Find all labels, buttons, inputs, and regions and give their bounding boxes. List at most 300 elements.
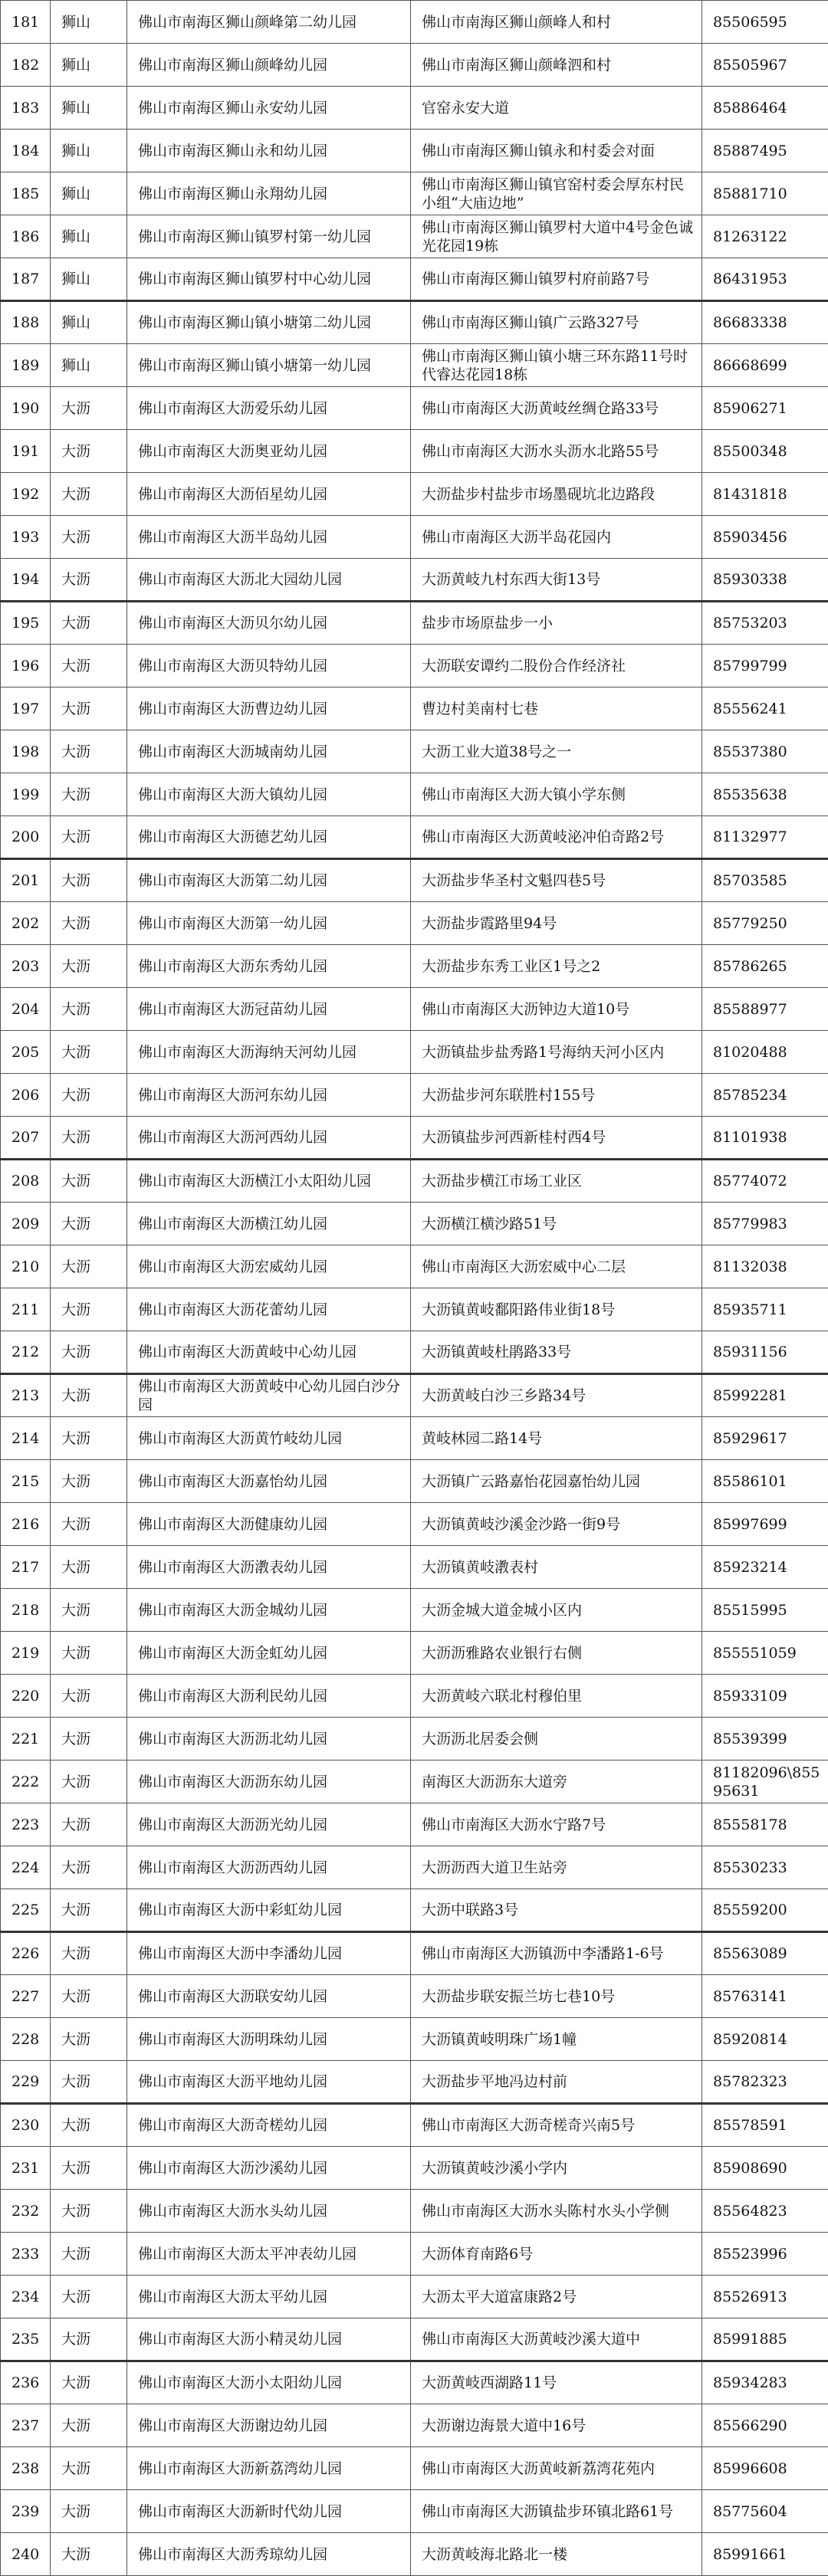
town-cell: 狮山 bbox=[51, 44, 127, 87]
kindergarten-name: 佛山市南海区大沥黄竹岐幼儿园 bbox=[127, 1417, 411, 1460]
address-cell: 官窑永安大道 bbox=[411, 87, 702, 130]
address-cell: 佛山市南海区大沥钟边大道10号 bbox=[411, 988, 702, 1031]
row-number: 184 bbox=[1, 130, 51, 172]
town-cell: 狮山 bbox=[51, 344, 127, 387]
address-cell: 曹边村美南村七巷 bbox=[411, 687, 702, 730]
town-cell: 大沥 bbox=[51, 602, 127, 645]
address-cell: 佛山市南海区狮山镇罗村府前路7号 bbox=[411, 258, 702, 301]
table-row bbox=[1, 602, 828, 645]
phone-cell: 85779983 bbox=[702, 1203, 828, 1245]
row-number: 190 bbox=[1, 387, 51, 430]
phone-cell: 85931156 bbox=[702, 1331, 828, 1374]
table-row bbox=[1, 2361, 828, 2404]
kindergarten-name: 佛山市南海区大沥北大园幼儿园 bbox=[127, 559, 411, 602]
row-number: 240 bbox=[1, 2533, 51, 2576]
kindergarten-name: 佛山市南海区大沥新时代幼儿园 bbox=[127, 2490, 411, 2533]
kindergarten-name: 佛山市南海区大沥金城幼儿园 bbox=[127, 1589, 411, 1632]
kindergarten-name: 佛山市南海区大沥宏威幼儿园 bbox=[127, 1245, 411, 1288]
table-row bbox=[1, 730, 828, 773]
town-cell: 大沥 bbox=[51, 1288, 127, 1331]
row-number: 205 bbox=[1, 1031, 51, 1074]
table-row bbox=[1, 258, 828, 301]
town-cell: 大沥 bbox=[51, 2190, 127, 2233]
phone-cell: 85566290 bbox=[702, 2404, 828, 2447]
address-cell: 大沥沥雅路农业银行右侧 bbox=[411, 1632, 702, 1675]
row-number: 225 bbox=[1, 1889, 51, 1932]
kindergarten-name: 佛山市南海区大沥贝尔幼儿园 bbox=[127, 602, 411, 645]
table-row bbox=[1, 1288, 828, 1331]
row-number: 202 bbox=[1, 902, 51, 945]
kindergarten-name: 佛山市南海区大沥太平冲表幼儿园 bbox=[127, 2233, 411, 2276]
address-cell: 黄岐林园二路14号 bbox=[411, 1417, 702, 1460]
address-cell: 大沥镇黄岐沙溪小学内 bbox=[411, 2147, 702, 2190]
kindergarten-name: 佛山市南海区狮山镇小塘第二幼儿园 bbox=[127, 301, 411, 344]
row-number: 239 bbox=[1, 2490, 51, 2533]
table-row bbox=[1, 1889, 828, 1932]
table-row bbox=[1, 1932, 828, 1975]
kindergarten-name: 佛山市南海区大沥中李潘幼儿园 bbox=[127, 1932, 411, 1975]
phone-cell: 85923214 bbox=[702, 1546, 828, 1589]
table-row bbox=[1, 44, 828, 87]
town-cell: 大沥 bbox=[51, 1761, 127, 1803]
table-row bbox=[1, 1718, 828, 1761]
phone-cell: 85500348 bbox=[702, 430, 828, 473]
row-number: 220 bbox=[1, 1675, 51, 1718]
table-body bbox=[1, 1, 828, 2576]
kindergarten-name: 佛山市南海区大沥大镇幼儿园 bbox=[127, 773, 411, 816]
kindergarten-name: 佛山市南海区大沥奥亚幼儿园 bbox=[127, 430, 411, 473]
address-cell: 大沥镇盐步盐秀路1号海纳天河小区内 bbox=[411, 1031, 702, 1074]
table-row bbox=[1, 1846, 828, 1889]
table-row bbox=[1, 1160, 828, 1203]
kindergarten-name: 佛山市南海区大沥横江小太阳幼儿园 bbox=[127, 1160, 411, 1203]
town-cell: 大沥 bbox=[51, 1718, 127, 1761]
town-cell: 狮山 bbox=[51, 1, 127, 44]
table-row bbox=[1, 1460, 828, 1503]
row-number: 238 bbox=[1, 2447, 51, 2490]
kindergarten-name: 佛山市南海区狮山颜峰幼儿园 bbox=[127, 44, 411, 87]
kindergarten-name: 佛山市南海区大沥谢边幼儿园 bbox=[127, 2404, 411, 2447]
address-cell: 大沥盐步村盐步市场墨砚坑北边路段 bbox=[411, 473, 702, 516]
kindergarten-name: 佛山市南海区大沥花蕾幼儿园 bbox=[127, 1288, 411, 1331]
phone-cell: 855551059 bbox=[702, 1632, 828, 1675]
row-number: 193 bbox=[1, 516, 51, 559]
row-number: 224 bbox=[1, 1846, 51, 1889]
kindergarten-name: 佛山市南海区狮山镇小塘第一幼儿园 bbox=[127, 344, 411, 387]
row-number: 189 bbox=[1, 344, 51, 387]
row-number: 181 bbox=[1, 1, 51, 44]
phone-cell: 85523996 bbox=[702, 2233, 828, 2276]
kindergarten-name: 佛山市南海区大沥河东幼儿园 bbox=[127, 1074, 411, 1117]
town-cell: 大沥 bbox=[51, 730, 127, 773]
address-cell: 大沥工业大道38号之一 bbox=[411, 730, 702, 773]
kindergarten-name: 佛山市南海区大沥小精灵幼儿园 bbox=[127, 2318, 411, 2361]
table-row bbox=[1, 2190, 828, 2233]
table-row bbox=[1, 559, 828, 602]
phone-cell: 85506595 bbox=[702, 1, 828, 44]
table-row bbox=[1, 687, 828, 730]
kindergarten-name: 佛山市南海区大沥第一幼儿园 bbox=[127, 902, 411, 945]
town-cell: 大沥 bbox=[51, 1331, 127, 1374]
address-cell: 大沥联安谭约二股份合作经济社 bbox=[411, 645, 702, 687]
town-cell: 狮山 bbox=[51, 215, 127, 258]
phone-cell: 85588977 bbox=[702, 988, 828, 1031]
row-number: 201 bbox=[1, 859, 51, 902]
address-cell: 大沥镇黄岐沙溪金沙路一街9号 bbox=[411, 1503, 702, 1546]
row-number: 226 bbox=[1, 1932, 51, 1975]
kindergarten-name: 佛山市南海区大沥爱乐幼儿园 bbox=[127, 387, 411, 430]
row-number: 229 bbox=[1, 2061, 51, 2104]
row-number: 204 bbox=[1, 988, 51, 1031]
phone-cell: 85537380 bbox=[702, 730, 828, 773]
phone-cell: 85564823 bbox=[702, 2190, 828, 2233]
kindergarten-name: 佛山市南海区大沥利民幼儿园 bbox=[127, 1675, 411, 1718]
town-cell: 大沥 bbox=[51, 2147, 127, 2190]
row-number: 228 bbox=[1, 2018, 51, 2061]
phone-cell: 85515995 bbox=[702, 1589, 828, 1632]
address-cell: 佛山市南海区大沥镇盐步环镇北路61号 bbox=[411, 2490, 702, 2533]
town-cell: 大沥 bbox=[51, 1846, 127, 1889]
phone-cell: 81182096\85595631 bbox=[702, 1761, 828, 1803]
kindergarten-name: 佛山市南海区大沥中彩虹幼儿园 bbox=[127, 1889, 411, 1932]
table-row bbox=[1, 859, 828, 902]
address-cell: 盐步市场原盐步一小 bbox=[411, 602, 702, 645]
phone-cell: 85933109 bbox=[702, 1675, 828, 1718]
row-number: 221 bbox=[1, 1718, 51, 1761]
table-row bbox=[1, 1374, 828, 1417]
kindergarten-name: 佛山市南海区大沥联安幼儿园 bbox=[127, 1975, 411, 2018]
address-cell: 大沥体育南路6号 bbox=[411, 2233, 702, 2276]
kindergarten-name: 佛山市南海区大沥黄岐中心幼儿园白沙分园 bbox=[127, 1374, 411, 1417]
table-row bbox=[1, 473, 828, 516]
phone-cell: 85920814 bbox=[702, 2018, 828, 2061]
phone-cell: 85526913 bbox=[702, 2276, 828, 2318]
table-row bbox=[1, 902, 828, 945]
kindergarten-name: 佛山市南海区大沥德艺幼儿园 bbox=[127, 816, 411, 859]
address-cell: 佛山市南海区大沥黄岐泌冲伯奇路2号 bbox=[411, 816, 702, 859]
phone-cell: 85775604 bbox=[702, 2490, 828, 2533]
phone-cell: 85992281 bbox=[702, 1374, 828, 1417]
town-cell: 大沥 bbox=[51, 2276, 127, 2318]
kindergarten-name: 佛山市南海区大沥冠苗幼儿园 bbox=[127, 988, 411, 1031]
row-number: 182 bbox=[1, 44, 51, 87]
phone-cell: 85763141 bbox=[702, 1975, 828, 2018]
table-row bbox=[1, 516, 828, 559]
table-row bbox=[1, 1632, 828, 1675]
phone-cell: 85887495 bbox=[702, 130, 828, 172]
table-row bbox=[1, 988, 828, 1031]
address-cell: 佛山市南海区大沥水头沥水北路55号 bbox=[411, 430, 702, 473]
table-row bbox=[1, 1245, 828, 1288]
row-number: 236 bbox=[1, 2361, 51, 2404]
phone-cell: 81132977 bbox=[702, 816, 828, 859]
table-row bbox=[1, 1074, 828, 1117]
address-cell: 佛山市南海区大沥黄岐丝绸仓路33号 bbox=[411, 387, 702, 430]
phone-cell: 85785234 bbox=[702, 1074, 828, 1117]
table-row bbox=[1, 2490, 828, 2533]
table-row bbox=[1, 430, 828, 473]
table-row bbox=[1, 1031, 828, 1074]
kindergarten-name: 佛山市南海区狮山永和幼儿园 bbox=[127, 130, 411, 172]
phone-cell: 85703585 bbox=[702, 859, 828, 902]
kindergarten-name: 佛山市南海区狮山镇罗村中心幼儿园 bbox=[127, 258, 411, 301]
address-cell: 佛山市南海区大沥水头陈村水头小学侧 bbox=[411, 2190, 702, 2233]
town-cell: 大沥 bbox=[51, 1417, 127, 1460]
row-number: 234 bbox=[1, 2276, 51, 2318]
town-cell: 大沥 bbox=[51, 1245, 127, 1288]
table-row bbox=[1, 773, 828, 816]
phone-cell: 85558178 bbox=[702, 1803, 828, 1846]
address-cell: 佛山市南海区大沥奇槎奇兴南5号 bbox=[411, 2104, 702, 2147]
table-row bbox=[1, 2276, 828, 2318]
kindergarten-name: 佛山市南海区大沥沥东幼儿园 bbox=[127, 1761, 411, 1803]
address-cell: 大沥黄岐白沙三乡路34号 bbox=[411, 1374, 702, 1417]
address-cell: 佛山市南海区狮山镇小塘三环东路11号时代睿达花园18栋 bbox=[411, 344, 702, 387]
table-row bbox=[1, 2533, 828, 2576]
address-cell: 大沥黄岐西湖路11号 bbox=[411, 2361, 702, 2404]
town-cell: 大沥 bbox=[51, 1074, 127, 1117]
kindergarten-name: 佛山市南海区大沥水头幼儿园 bbox=[127, 2190, 411, 2233]
town-cell: 大沥 bbox=[51, 1160, 127, 1203]
town-cell: 大沥 bbox=[51, 516, 127, 559]
table-row bbox=[1, 2447, 828, 2490]
row-number: 209 bbox=[1, 1203, 51, 1245]
town-cell: 大沥 bbox=[51, 1117, 127, 1160]
row-number: 187 bbox=[1, 258, 51, 301]
kindergarten-name: 佛山市南海区大沥明珠幼儿园 bbox=[127, 2018, 411, 2061]
address-cell: 大沥沥北居委会侧 bbox=[411, 1718, 702, 1761]
address-cell: 大沥太平大道富康路2号 bbox=[411, 2276, 702, 2318]
kindergarten-name: 佛山市南海区大沥东秀幼儿园 bbox=[127, 945, 411, 988]
town-cell: 狮山 bbox=[51, 130, 127, 172]
row-number: 235 bbox=[1, 2318, 51, 2361]
row-number: 230 bbox=[1, 2104, 51, 2147]
phone-cell: 81132038 bbox=[702, 1245, 828, 1288]
kindergarten-name: 佛山市南海区大沥佰星幼儿园 bbox=[127, 473, 411, 516]
phone-cell: 86683338 bbox=[702, 301, 828, 344]
phone-cell: 85779250 bbox=[702, 902, 828, 945]
kindergarten-name: 佛山市南海区大沥沥西幼儿园 bbox=[127, 1846, 411, 1889]
table-row bbox=[1, 1589, 828, 1632]
row-number: 194 bbox=[1, 559, 51, 602]
phone-cell: 85903456 bbox=[702, 516, 828, 559]
row-number: 213 bbox=[1, 1374, 51, 1417]
address-cell: 佛山市南海区大沥宏威中心二层 bbox=[411, 1245, 702, 1288]
town-cell: 狮山 bbox=[51, 172, 127, 215]
phone-cell: 85997699 bbox=[702, 1503, 828, 1546]
table-row bbox=[1, 1, 828, 44]
row-number: 215 bbox=[1, 1460, 51, 1503]
phone-cell: 85539399 bbox=[702, 1718, 828, 1761]
town-cell: 大沥 bbox=[51, 1546, 127, 1589]
row-number: 214 bbox=[1, 1417, 51, 1460]
address-cell: 南海区大沥沥东大道旁 bbox=[411, 1761, 702, 1803]
town-cell: 大沥 bbox=[51, 2490, 127, 2533]
kindergarten-name: 佛山市南海区狮山镇罗村第一幼儿园 bbox=[127, 215, 411, 258]
table-row bbox=[1, 387, 828, 430]
town-cell: 大沥 bbox=[51, 2018, 127, 2061]
row-number: 218 bbox=[1, 1589, 51, 1632]
address-cell: 佛山市南海区大沥黄岐新荔湾花苑内 bbox=[411, 2447, 702, 2490]
phone-cell: 85535638 bbox=[702, 773, 828, 816]
row-number: 232 bbox=[1, 2190, 51, 2233]
phone-cell: 85886464 bbox=[702, 87, 828, 130]
kindergarten-name: 佛山市南海区狮山颜峰第二幼儿园 bbox=[127, 1, 411, 44]
town-cell: 大沥 bbox=[51, 859, 127, 902]
phone-cell: 85559200 bbox=[702, 1889, 828, 1932]
town-cell: 大沥 bbox=[51, 1374, 127, 1417]
address-cell: 佛山市南海区狮山镇官窑村委会厚东村民小组“大庙边地” bbox=[411, 172, 702, 215]
kindergarten-name: 佛山市南海区大沥沥光幼儿园 bbox=[127, 1803, 411, 1846]
table-row bbox=[1, 1761, 828, 1803]
phone-cell: 85505967 bbox=[702, 44, 828, 87]
kindergarten-name: 佛山市南海区大沥沙溪幼儿园 bbox=[127, 2147, 411, 2190]
address-cell: 佛山市南海区狮山颜峰人和村 bbox=[411, 1, 702, 44]
phone-cell: 85908690 bbox=[702, 2147, 828, 2190]
table-row bbox=[1, 1117, 828, 1160]
address-cell: 大沥镇黄岐杜鹃路33号 bbox=[411, 1331, 702, 1374]
phone-cell: 85799799 bbox=[702, 645, 828, 687]
town-cell: 大沥 bbox=[51, 2447, 127, 2490]
town-cell: 大沥 bbox=[51, 559, 127, 602]
address-cell: 佛山市南海区狮山镇广云路327号 bbox=[411, 301, 702, 344]
kindergarten-name: 佛山市南海区大沥健康幼儿园 bbox=[127, 1503, 411, 1546]
kindergarten-name: 佛山市南海区大沥平地幼儿园 bbox=[127, 2061, 411, 2104]
town-cell: 大沥 bbox=[51, 902, 127, 945]
table-row bbox=[1, 172, 828, 215]
row-number: 185 bbox=[1, 172, 51, 215]
town-cell: 大沥 bbox=[51, 1503, 127, 1546]
row-number: 208 bbox=[1, 1160, 51, 1203]
phone-cell: 85753203 bbox=[702, 602, 828, 645]
row-number: 237 bbox=[1, 2404, 51, 2447]
row-number: 197 bbox=[1, 687, 51, 730]
address-cell: 佛山市南海区大沥黄岐沙溪大道中 bbox=[411, 2318, 702, 2361]
row-number: 210 bbox=[1, 1245, 51, 1288]
row-number: 196 bbox=[1, 645, 51, 687]
row-number: 216 bbox=[1, 1503, 51, 1546]
row-number: 200 bbox=[1, 816, 51, 859]
row-number: 198 bbox=[1, 730, 51, 773]
town-cell: 大沥 bbox=[51, 1889, 127, 1932]
phone-cell: 85991661 bbox=[702, 2533, 828, 2576]
phone-cell: 81020488 bbox=[702, 1031, 828, 1074]
address-cell: 佛山市南海区大沥半岛花园内 bbox=[411, 516, 702, 559]
town-cell: 狮山 bbox=[51, 87, 127, 130]
phone-cell: 85786265 bbox=[702, 945, 828, 988]
table-row bbox=[1, 1546, 828, 1589]
phone-cell: 85935711 bbox=[702, 1288, 828, 1331]
kindergarten-name: 佛山市南海区大沥曹边幼儿园 bbox=[127, 687, 411, 730]
row-number: 233 bbox=[1, 2233, 51, 2276]
phone-cell: 85930338 bbox=[702, 559, 828, 602]
row-number: 211 bbox=[1, 1288, 51, 1331]
address-cell: 佛山市南海区狮山镇罗村大道中4号金色诚光花园19栋 bbox=[411, 215, 702, 258]
phone-cell: 85578591 bbox=[702, 2104, 828, 2147]
phone-cell: 85929617 bbox=[702, 1417, 828, 1460]
address-cell: 大沥镇黄岐明珠广场1幢 bbox=[411, 2018, 702, 2061]
town-cell: 狮山 bbox=[51, 258, 127, 301]
address-cell: 大沥金城大道金城小区内 bbox=[411, 1589, 702, 1632]
address-cell: 大沥黄岐六联北村穆伯里 bbox=[411, 1675, 702, 1718]
kindergarten-name: 佛山市南海区大沥奇槎幼儿园 bbox=[127, 2104, 411, 2147]
address-cell: 大沥盐步霞路里94号 bbox=[411, 902, 702, 945]
kindergarten-name: 佛山市南海区大沥横江幼儿园 bbox=[127, 1203, 411, 1245]
town-cell: 大沥 bbox=[51, 1675, 127, 1718]
kindergarten-name: 佛山市南海区大沥秀琼幼儿园 bbox=[127, 2533, 411, 2576]
address-cell: 大沥盐步华圣村文魁四巷5号 bbox=[411, 859, 702, 902]
address-cell: 大沥盐步平地冯边村前 bbox=[411, 2061, 702, 2104]
phone-cell: 81101938 bbox=[702, 1117, 828, 1160]
town-cell: 大沥 bbox=[51, 387, 127, 430]
town-cell: 大沥 bbox=[51, 2104, 127, 2147]
phone-cell: 85586101 bbox=[702, 1460, 828, 1503]
table-row bbox=[1, 87, 828, 130]
kindergarten-name: 佛山市南海区大沥漖表幼儿园 bbox=[127, 1546, 411, 1589]
row-number: 223 bbox=[1, 1803, 51, 1846]
kindergarten-name: 佛山市南海区狮山永安幼儿园 bbox=[127, 87, 411, 130]
phone-cell: 85556241 bbox=[702, 687, 828, 730]
phone-cell: 85774072 bbox=[702, 1160, 828, 1203]
address-cell: 大沥镇广云路嘉怡花园嘉怡幼儿园 bbox=[411, 1460, 702, 1503]
table-row bbox=[1, 2318, 828, 2361]
table-row bbox=[1, 1331, 828, 1374]
town-cell: 大沥 bbox=[51, 1975, 127, 2018]
table-row bbox=[1, 2018, 828, 2061]
address-cell: 大沥谢边海景大道中16号 bbox=[411, 2404, 702, 2447]
kindergarten-name: 佛山市南海区狮山永翔幼儿园 bbox=[127, 172, 411, 215]
kindergarten-name: 佛山市南海区大沥新荔湾幼儿园 bbox=[127, 2447, 411, 2490]
address-cell: 佛山市南海区狮山镇永和村委会对面 bbox=[411, 130, 702, 172]
town-cell: 大沥 bbox=[51, 473, 127, 516]
table-row bbox=[1, 130, 828, 172]
table-row bbox=[1, 1203, 828, 1245]
town-cell: 大沥 bbox=[51, 1203, 127, 1245]
kindergarten-name: 佛山市南海区大沥黄岐中心幼儿园 bbox=[127, 1331, 411, 1374]
address-cell: 大沥中联路3号 bbox=[411, 1889, 702, 1932]
table-row bbox=[1, 1417, 828, 1460]
kindergarten-name: 佛山市南海区大沥河西幼儿园 bbox=[127, 1117, 411, 1160]
phone-cell: 85530233 bbox=[702, 1846, 828, 1889]
town-cell: 大沥 bbox=[51, 2533, 127, 2576]
address-cell: 大沥镇黄岐鄱阳路伟业街18号 bbox=[411, 1288, 702, 1331]
town-cell: 狮山 bbox=[51, 301, 127, 344]
phone-cell: 81431818 bbox=[702, 473, 828, 516]
town-cell: 大沥 bbox=[51, 2233, 127, 2276]
row-number: 227 bbox=[1, 1975, 51, 2018]
town-cell: 大沥 bbox=[51, 645, 127, 687]
town-cell: 大沥 bbox=[51, 430, 127, 473]
town-cell: 大沥 bbox=[51, 1632, 127, 1675]
town-cell: 大沥 bbox=[51, 2061, 127, 2104]
address-cell: 大沥镇黄岐漖表村 bbox=[411, 1546, 702, 1589]
town-cell: 大沥 bbox=[51, 945, 127, 988]
row-number: 192 bbox=[1, 473, 51, 516]
row-number: 191 bbox=[1, 430, 51, 473]
kindergarten-name: 佛山市南海区大沥沥北幼儿园 bbox=[127, 1718, 411, 1761]
address-cell: 大沥盐步东秀工业区1号之2 bbox=[411, 945, 702, 988]
address-cell: 大沥黄岐九村东西大街13号 bbox=[411, 559, 702, 602]
row-number: 217 bbox=[1, 1546, 51, 1589]
table-row bbox=[1, 1675, 828, 1718]
kindergarten-name: 佛山市南海区大沥小太阳幼儿园 bbox=[127, 2361, 411, 2404]
table-row bbox=[1, 2104, 828, 2147]
address-cell: 大沥横江横沙路51号 bbox=[411, 1203, 702, 1245]
phone-cell: 85934283 bbox=[702, 2361, 828, 2404]
table-row bbox=[1, 344, 828, 387]
table-row bbox=[1, 2404, 828, 2447]
town-cell: 大沥 bbox=[51, 988, 127, 1031]
